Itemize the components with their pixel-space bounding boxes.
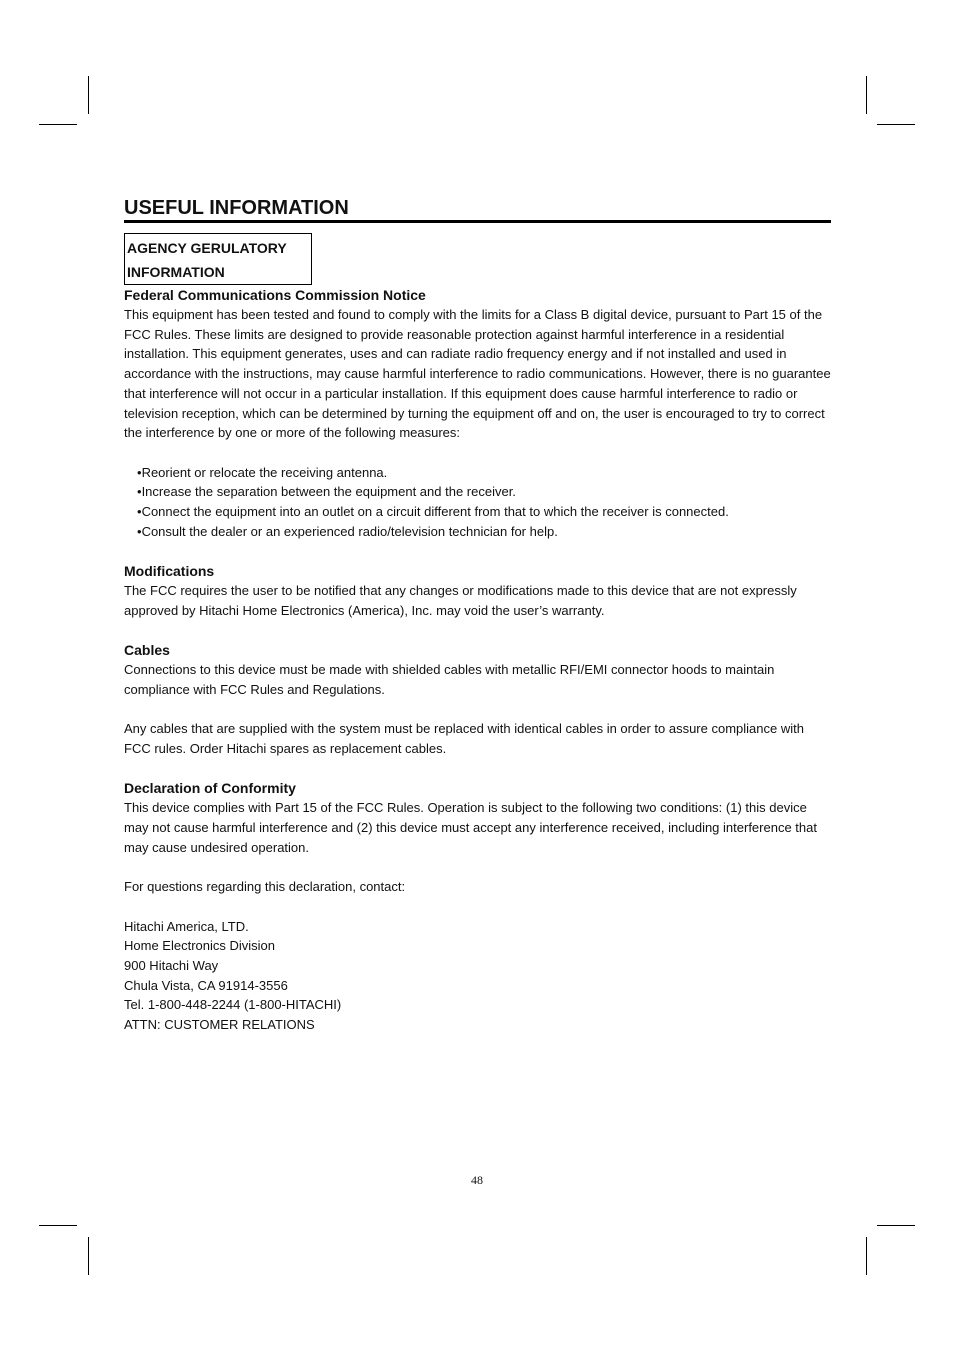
crop-mark-top-right-vertical xyxy=(866,76,867,114)
list-item: • Increase the separation between the equipment and the receiver. xyxy=(137,482,831,502)
cables-body-2: Any cables that are supplied with the system must be replaced with identical cables in order to assure compliance with FCC rules. Order Hitachi spares as replacement cables. xyxy=(124,721,804,756)
address-line: Tel. 1-800-448-2244 (1-800-HITACHI) xyxy=(124,997,342,1013)
crop-mark-top-left-horizontal xyxy=(39,124,77,125)
fcc-heading: Federal Communications Commission Notice xyxy=(124,287,426,303)
conformity-heading: Declaration of Conformity xyxy=(124,780,296,797)
contact-address xyxy=(124,917,831,1035)
crop-mark-top-right-horizontal xyxy=(877,124,915,125)
crop-mark-bottom-right-horizontal xyxy=(877,1225,915,1226)
list-item: • Connect the equipment into an outlet on a circuit different from that to which the receiver is connected. xyxy=(137,502,831,522)
measures-list xyxy=(124,463,831,542)
crop-mark-bottom-left-vertical xyxy=(88,1237,89,1275)
page-content xyxy=(124,196,831,1035)
modifications-heading: Modifications xyxy=(124,563,215,580)
address-line: Home Electronics Division xyxy=(124,938,275,954)
cables-heading: Cables xyxy=(124,642,170,659)
conformity-body: This device complies with Part 15 of the FCC Rules. Operation is subject to the following two conditions: (1) this device may not cause harmful interference and (2) this device must accept any interference received, including interference that may cause undesired operation. xyxy=(124,800,817,855)
list-item: • Consult the dealer or an experienced radio/television technician for help. xyxy=(137,522,831,542)
crop-mark-top-left-vertical xyxy=(88,76,89,114)
address-line: Chula Vista, CA 91914-3556 xyxy=(124,977,288,993)
agency-box-line-1: AGENCY GERULATORY xyxy=(127,240,287,256)
address-line: 900 Hitachi Way xyxy=(124,957,219,973)
questions-text: For questions regarding this declaration, contact: xyxy=(124,879,406,895)
crop-mark-bottom-right-vertical xyxy=(866,1237,867,1275)
fcc-body: This equipment has been tested and found to comply with the limits for a Class B digital device, pursuant to Part 15 of the FCC Rules. These limits are designed to provide reasonable protection against harmful interference in a residential installation. This equipment generates, uses and can radiate radio frequency energy and if not installed and used in accordance with the instructions, may cause harmful interference to radio communications. However, there is no guarantee that interference will not occur in a particular installation. If this equipment does cause harmful interference to radio or television reception, which can be determined by turning the equipment off and on, the user is encouraged to try to correct the interference by one or more of the following measures: xyxy=(124,307,831,441)
page-number: 48 xyxy=(471,1173,483,1187)
agency-box-line-2: INFORMATION xyxy=(127,264,225,280)
cables-body-1: Connections to this device must be made with shielded cables with metallic RFI/EMI connector hoods to maintain compliance with FCC Rules and Regulations. xyxy=(124,662,775,697)
agency-box xyxy=(124,233,312,285)
list-item: • Reorient or relocate the receiving antenna. xyxy=(137,463,831,483)
modifications-body: The FCC requires the user to be notified that any changes or modifications made to this device that are not expressly approved by Hitachi Home Electronics (America), Inc. may void the user’s warranty. xyxy=(124,583,797,618)
address-line: Hitachi America, LTD. xyxy=(124,918,249,934)
page-title: USEFUL INFORMATION xyxy=(124,196,831,223)
address-line: ATTN: CUSTOMER RELATIONS xyxy=(124,1017,315,1033)
crop-mark-bottom-left-horizontal xyxy=(39,1225,77,1226)
